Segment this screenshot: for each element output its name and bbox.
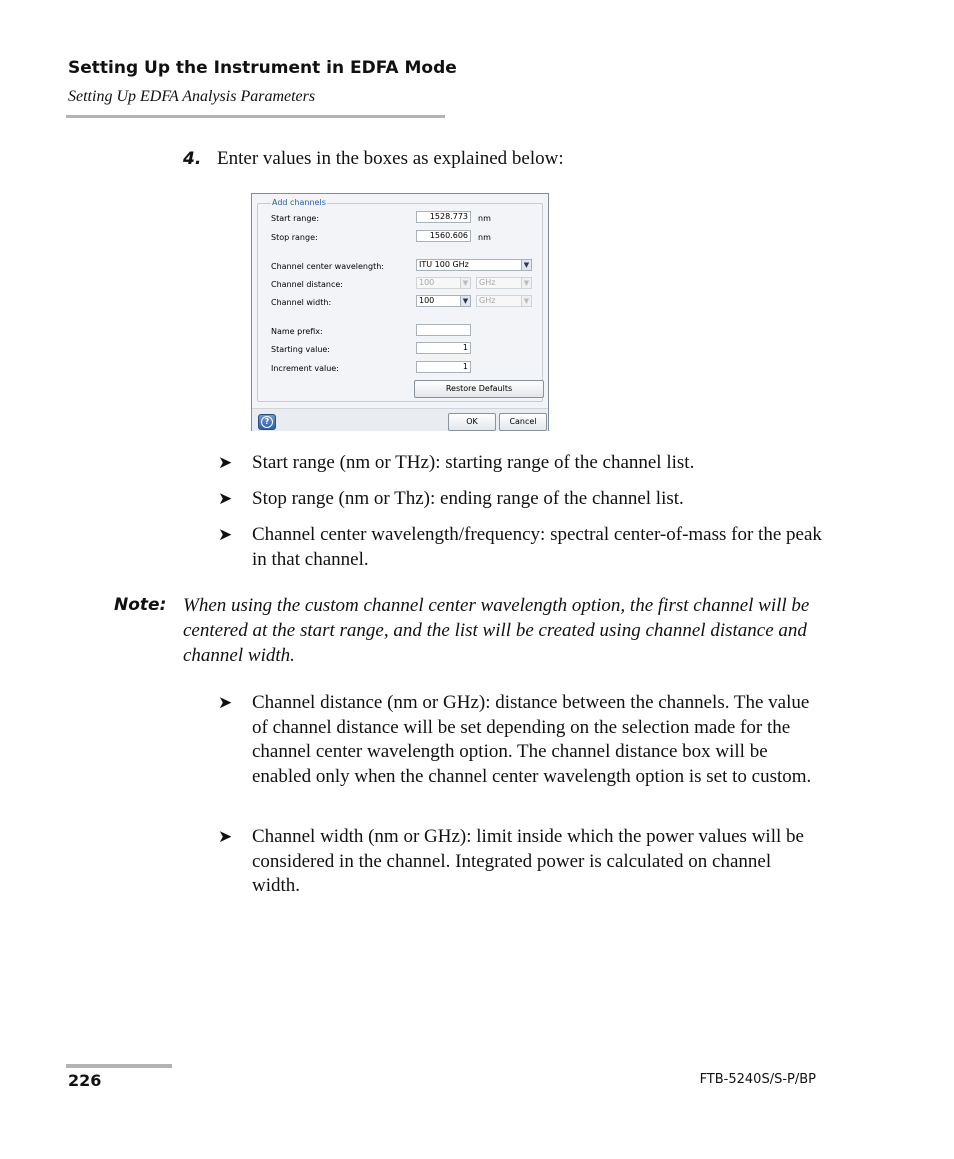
chevron-down-icon[interactable]: ▼ — [460, 278, 470, 288]
group-title: Add channels — [272, 198, 326, 207]
channel-distance-unit-select[interactable] — [476, 277, 532, 289]
arrow-bullet-icon: ➤ — [218, 693, 233, 712]
stop-range-label: Stop range: — [271, 233, 318, 242]
step-text: Enter values in the boxes as explained below: — [217, 148, 564, 169]
note-label: Note: — [114, 595, 167, 615]
center-wavelength-label: Channel center wavelength: — [271, 262, 384, 271]
channel-distance-value: 100 — [419, 278, 435, 287]
start-range-input[interactable]: 1528.773 — [416, 211, 471, 223]
help-icon: ? — [261, 416, 273, 428]
channel-width-unit: GHz — [479, 296, 496, 305]
chevron-down-icon[interactable]: ▼ — [521, 278, 531, 288]
ok-button[interactable]: OK — [448, 413, 496, 431]
stop-range-input[interactable]: 1560.606 — [416, 230, 471, 242]
step-number: 4. — [183, 149, 202, 169]
note-text: When using the custom channel center wavelength option, the first channel will be centered at the start range, and the list will be created using channel distance and channel width. — [183, 595, 810, 666]
chevron-down-icon[interactable]: ▼ — [521, 296, 531, 306]
center-wavelength-value: ITU 100 GHz — [419, 260, 469, 269]
starting-value-input[interactable]: 1 — [416, 342, 471, 354]
add-channels-group — [257, 198, 543, 402]
arrow-bullet-icon: ➤ — [218, 489, 233, 508]
arrow-bullet-icon: ➤ — [218, 453, 233, 472]
increment-value-input[interactable]: 1 — [416, 361, 471, 373]
help-button[interactable] — [258, 414, 276, 430]
footer-rule — [66, 1064, 172, 1068]
add-channels-dialog — [251, 193, 549, 431]
section-subtitle: Setting Up EDFA Analysis Parameters — [68, 88, 316, 105]
channel-width-select[interactable] — [416, 295, 471, 307]
restore-defaults-button[interactable]: Restore Defaults — [414, 380, 544, 398]
step-4 — [183, 148, 564, 170]
channel-distance-select[interactable] — [416, 277, 471, 289]
bullet-text: Channel distance (nm or GHz): distance between the channels. The value of channel distance will be set depending on the selection made for the channel center wavelength option. The channel distance box will be enabled only when the channel center wavelength option is set to custom. — [252, 692, 812, 787]
chevron-down-icon[interactable]: ▼ — [460, 296, 470, 306]
channel-width-label: Channel width: — [271, 298, 332, 307]
section-title: Setting Up the Instrument in EDFA Mode — [68, 58, 457, 78]
start-range-unit: nm — [478, 214, 491, 223]
header-rule — [66, 115, 445, 118]
start-range-label: Start range: — [271, 214, 320, 223]
arrow-bullet-icon: ➤ — [218, 827, 233, 846]
bullet-text: Start range (nm or THz): starting range of the channel list. — [252, 452, 695, 473]
page-number: 226 — [68, 1071, 102, 1090]
name-prefix-label: Name prefix: — [271, 327, 323, 336]
channel-width-value: 100 — [419, 296, 435, 305]
starting-value-label: Starting value: — [271, 345, 331, 354]
bullet-text: Stop range (nm or Thz): ending range of the channel list. — [252, 488, 684, 509]
bullet-text: Channel center wavelength/frequency: spectral center-of-mass for the peak in that channel. — [252, 524, 822, 570]
channel-distance-label: Channel distance: — [271, 280, 343, 289]
arrow-bullet-icon: ➤ — [218, 525, 233, 544]
cancel-button[interactable]: Cancel — [499, 413, 547, 431]
bullet-text: Channel width (nm or GHz): limit inside which the power values will be considered in the channel. Integrated power is calculated on channel width. — [252, 826, 804, 896]
document-id: FTB-5240S/S-P/BP — [699, 1072, 816, 1087]
center-wavelength-select[interactable] — [416, 259, 532, 271]
name-prefix-input[interactable] — [416, 324, 471, 336]
stop-range-unit: nm — [478, 233, 491, 242]
channel-distance-unit: GHz — [479, 278, 496, 287]
chevron-down-icon[interactable]: ▼ — [521, 260, 531, 270]
channel-width-unit-select[interactable] — [476, 295, 532, 307]
increment-value-label: Increment value: — [271, 364, 339, 373]
